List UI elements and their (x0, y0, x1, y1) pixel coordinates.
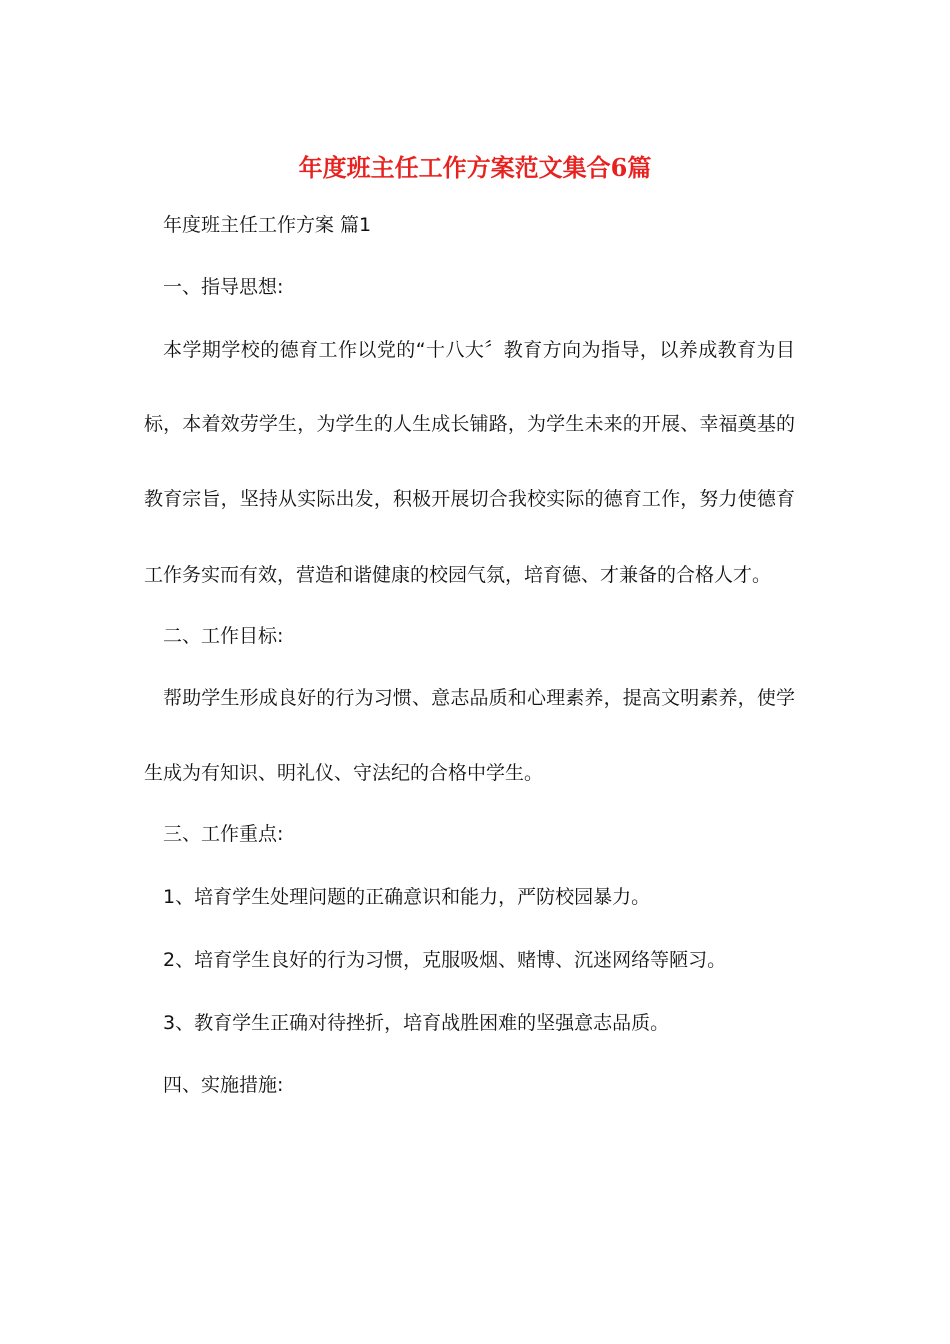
paragraph-line: 教育宗旨，坚持从实际出发，积极开展切合我校实际的德育工作，努力使德育 (144, 488, 795, 510)
paragraph-line: 工作务实而有效，营造和谐健康的校园气氛，培育德、才兼备的合格人才。 (144, 564, 772, 586)
section-heading-measures: 四、实施措施: (163, 1074, 284, 1096)
section-heading-work-focus: 三、工作重点: (163, 823, 284, 845)
paragraph-line: 本学期学校的德育工作以党的“十八大〞教育方向为指导，以养成教育为目 (163, 339, 795, 361)
paragraph-line: 生成为有知识、明礼仪、守法纪的合格中学生。 (144, 762, 544, 784)
document-title: 年度班主任工作方案范文集合6篇 (298, 153, 652, 182)
section-heading-guiding-thought: 一、指导思想: (163, 276, 284, 298)
section-heading-work-goals: 二、工作目标: (163, 625, 284, 647)
section-subtitle: 年度班主任工作方案 篇1 (163, 214, 372, 236)
list-item: 1、培育学生处理问题的正确意识和能力，严防校园暴力。 (163, 886, 651, 908)
paragraph-line: 帮助学生形成良好的行为习惯、意志品质和心理素养，提高文明素养，使学 (163, 687, 795, 709)
list-item: 3、教育学生正确对待挫折，培育战胜困难的坚强意志品质。 (163, 1012, 670, 1034)
paragraph-line: 标，本着效劳学生，为学生的人生成长铺路，为学生未来的开展、幸福奠基的 (144, 413, 795, 435)
list-item: 2、培育学生良好的行为习惯，克服吸烟、赌博、沉迷网络等陋习。 (163, 949, 727, 971)
